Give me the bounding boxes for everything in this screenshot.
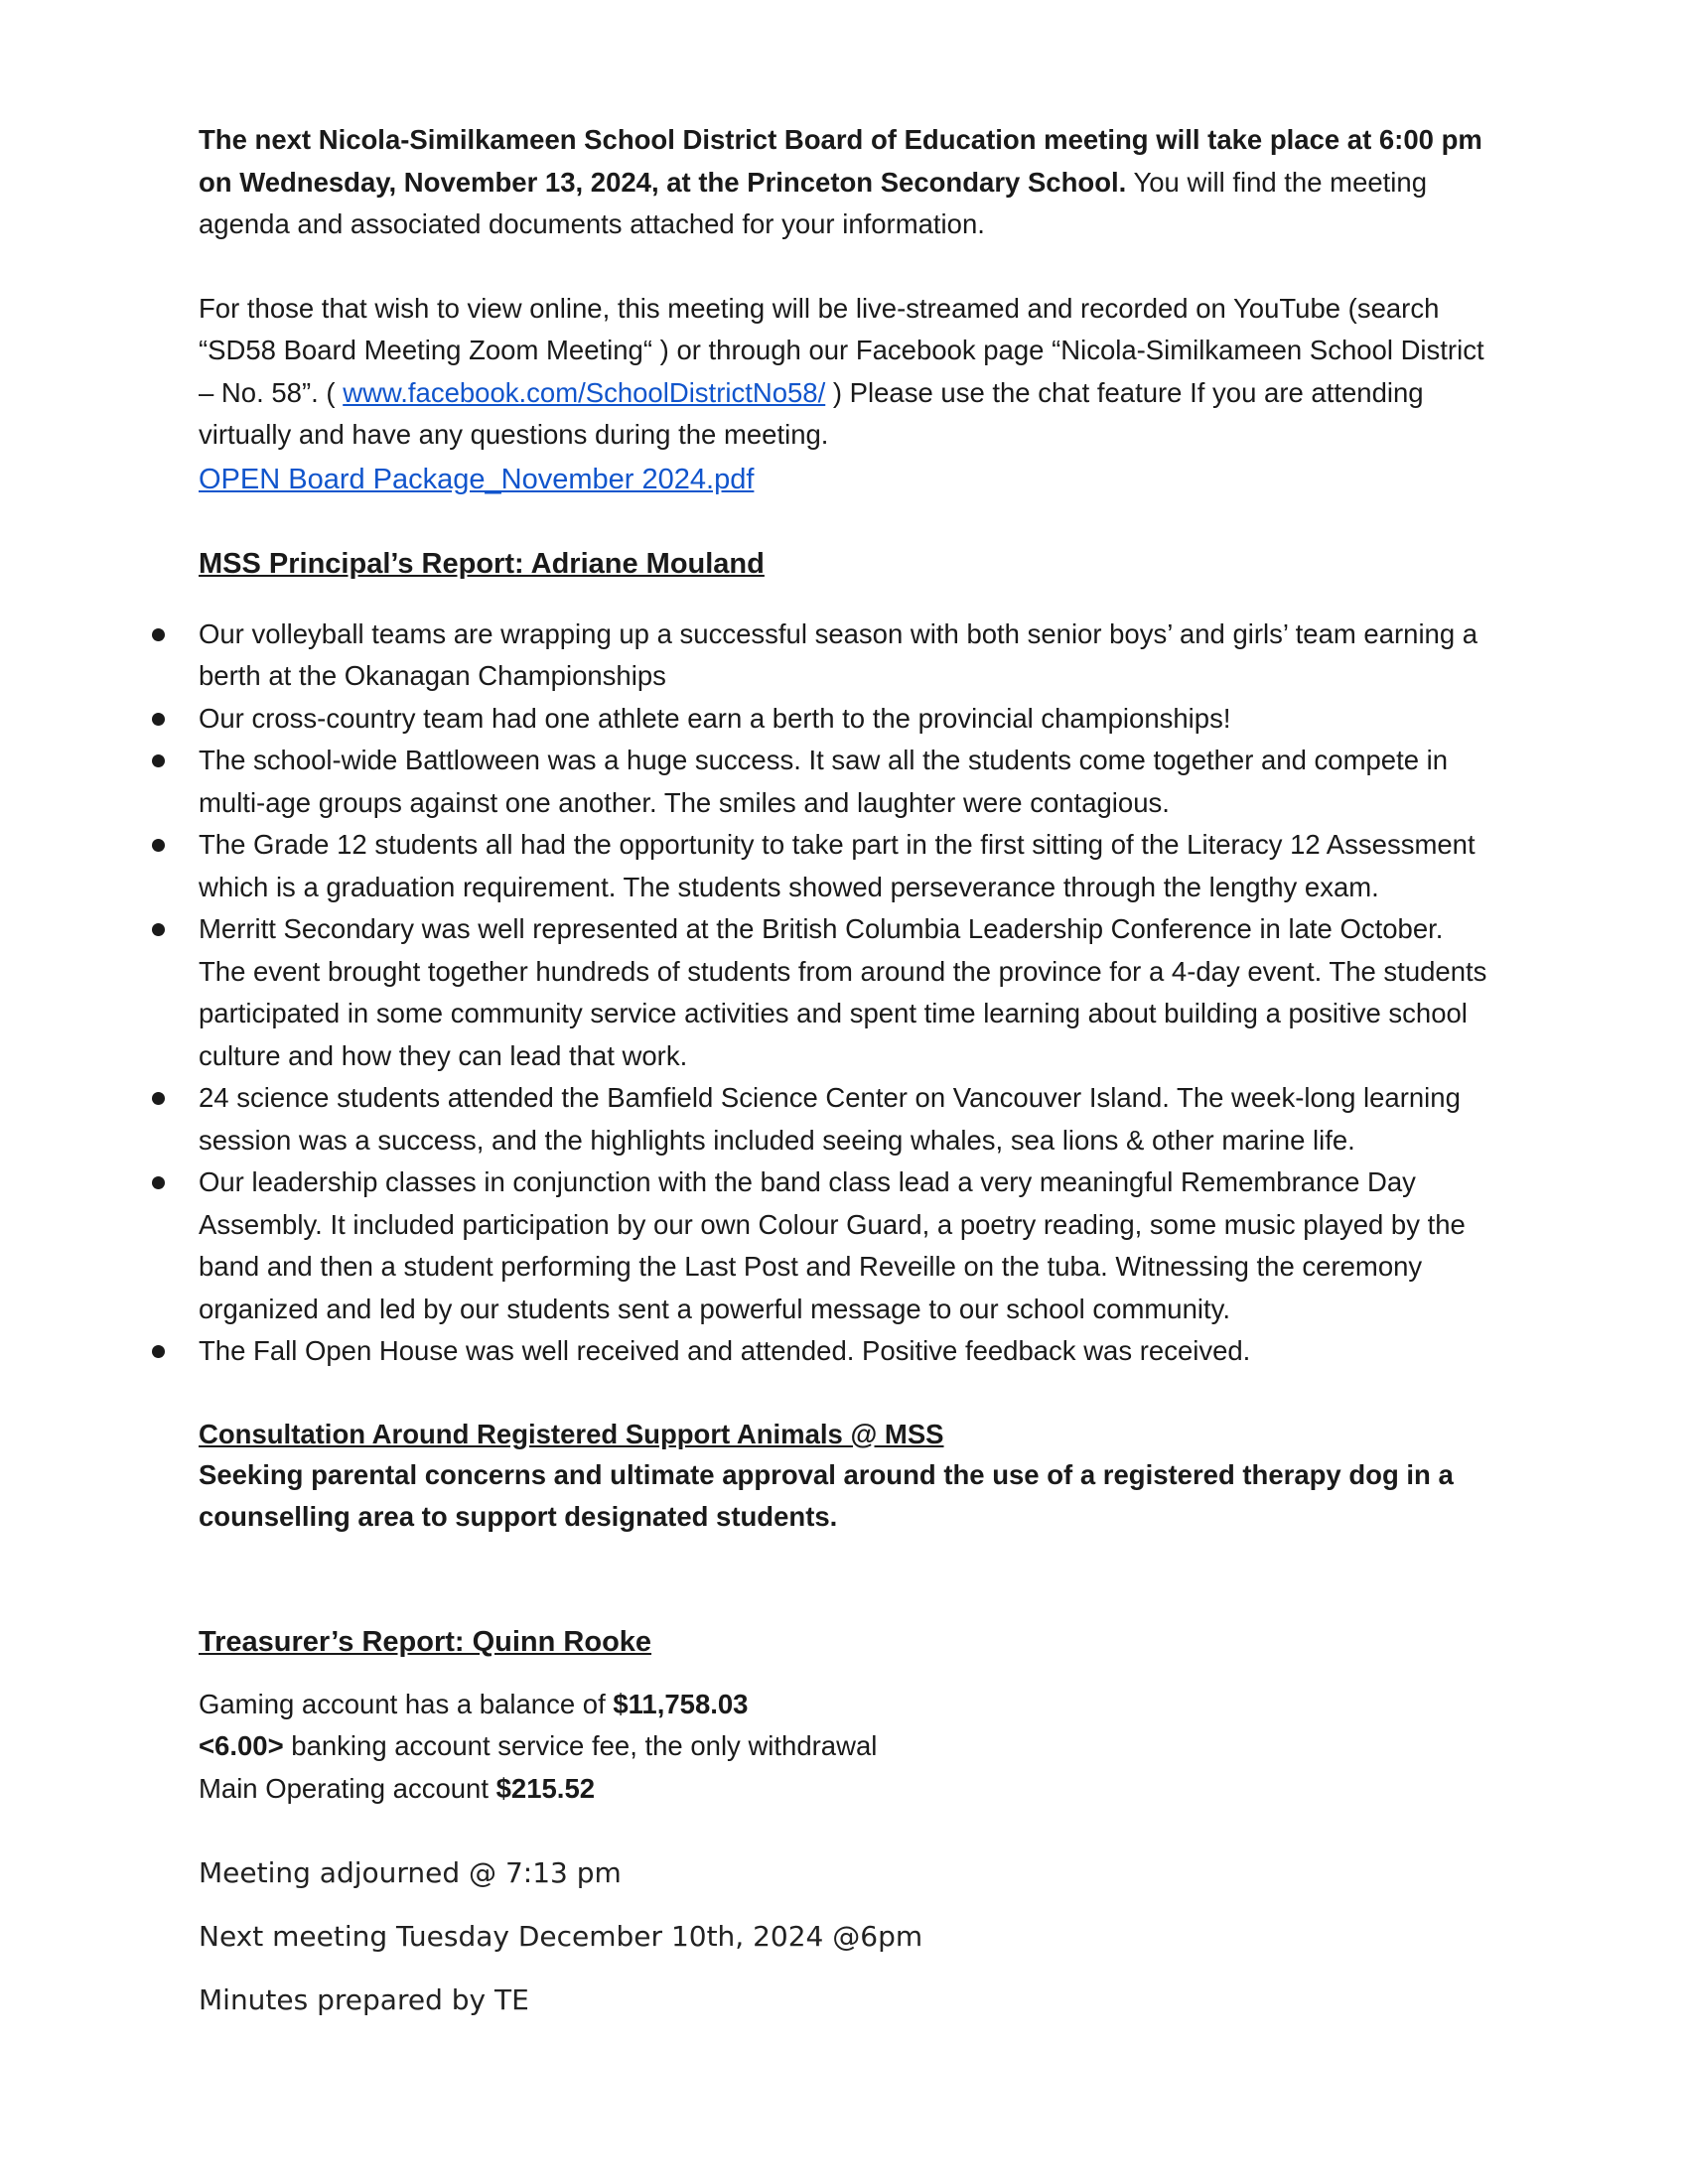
list-item: The Grade 12 students all had the opportunity to take part in the first sitting of the Literacy 12 Assessment which is a graduation requirement. The students showed perseverance through the lengthy exam.: [199, 824, 1489, 908]
list-item: Our cross-country team had one athlete earn a berth to the provincial championships!: [199, 698, 1489, 741]
online-viewing-info: [199, 288, 1489, 457]
bullet-icon: [152, 923, 165, 936]
list-item: Our volleyball teams are wrapping up a successful season with both senior boys’ and girls’ team earning a berth at the Okanagan Championships: [199, 614, 1489, 698]
mss-report-title: MSS Principal’s Report: Adriane Mouland: [199, 547, 765, 580]
treasurer-report-body: [199, 1684, 1489, 1811]
meeting-adjourned: Meeting adjourned @ 7:13 pm: [199, 1856, 622, 1889]
bullet-icon: [152, 713, 165, 726]
next-meeting: Next meeting Tuesday December 10th, 2024 @6pm: [199, 1920, 923, 1953]
bullet-icon: [152, 628, 165, 641]
online-viewing-text: For those that wish to view online, this meeting will be live-streamed and recorded on YouTube (search “SD58 Board Meeting Zoom Meeting“ ) or through our Facebook page “Nicola-Similkameen School District – No. 58”. (: [199, 292, 1484, 408]
minutes-prepared-by: Minutes prepared by TE: [199, 1983, 529, 2016]
list-item: 24 science students attended the Bamfield Science Center on Vancouver Island. The week-long learning session was a success, and the highlights included seeing whales, sea lions & other marine life.: [199, 1077, 1489, 1161]
bullet-icon: [152, 1176, 165, 1189]
service-fee-amount: <6.00>: [199, 1730, 284, 1761]
list-item: Our leadership classes in conjunction with the band class lead a very meaningful Remembrance Day Assembly. It included participation by our own Colour Guard, a poetry reading, some music played by the band and then a student performing the Last Post and Reveille on the tuba. Witnessing the ceremony organized and led by our students sent a powerful message to our school community.: [199, 1161, 1489, 1330]
list-item: The Fall Open House was well received and attended. Positive feedback was received.: [199, 1330, 1489, 1373]
bullet-icon: [152, 754, 165, 767]
treasurer-report-title: Treasurer’s Report: Quinn Rooke: [199, 1625, 652, 1658]
consultation-body: Seeking parental concerns and ultimate approval around the use of a registered therapy dog in a counselling area to support designated students.: [199, 1458, 1454, 1532]
service-fee-line: <6.00> banking account service fee, the only withdrawal: [199, 1730, 878, 1761]
mss-report-list: [199, 614, 1489, 1373]
bullet-icon: [152, 1345, 165, 1358]
gaming-account-line: Gaming account has a balance of $11,758.03: [199, 1688, 749, 1719]
list-item: Merritt Secondary was well represented at the British Columbia Leadership Conference in late October. The event brought together hundreds of students from around the province for a 4-day event. The students participated in some community service activities and spent time learning about building a positive school culture and how they can lead that work.: [199, 908, 1489, 1077]
meeting-announcement-rest: You will find the meeting agenda and associated documents attached for your information.: [199, 166, 1427, 239]
consultation-title: Consultation Around Registered Support Animals @ MSS: [199, 1418, 944, 1449]
board-package-link[interactable]: OPEN Board Package_November 2024.pdf: [199, 463, 755, 495]
document-content: [199, 119, 1489, 2020]
gaming-account-balance: $11,758.03: [613, 1688, 749, 1719]
main-account-balance: $215.52: [495, 1772, 596, 1804]
main-account-line: Main Operating account $215.52: [199, 1772, 596, 1804]
bullet-icon: [152, 1092, 165, 1105]
online-viewing-text-after: ) Please use the chat feature If you are attending virtually and have any questions during the meeting.: [199, 376, 1424, 450]
list-item: The school-wide Battloween was a huge success. It saw all the students come together and compete in multi-age groups against one another. The smiles and laughter were contagious.: [199, 740, 1489, 824]
closing-notes: [199, 1853, 1489, 2020]
facebook-link[interactable]: www.facebook.com/SchoolDistrictNo58/: [343, 376, 826, 408]
meeting-announcement-bold: The next Nicola-Similkameen School District Board of Education meeting will take place at 6:00 pm on Wednesday, November 13, 2024, at the Princeton Secondary School.: [199, 124, 1482, 198]
meeting-announcement: [199, 119, 1489, 246]
bullet-icon: [152, 839, 165, 852]
